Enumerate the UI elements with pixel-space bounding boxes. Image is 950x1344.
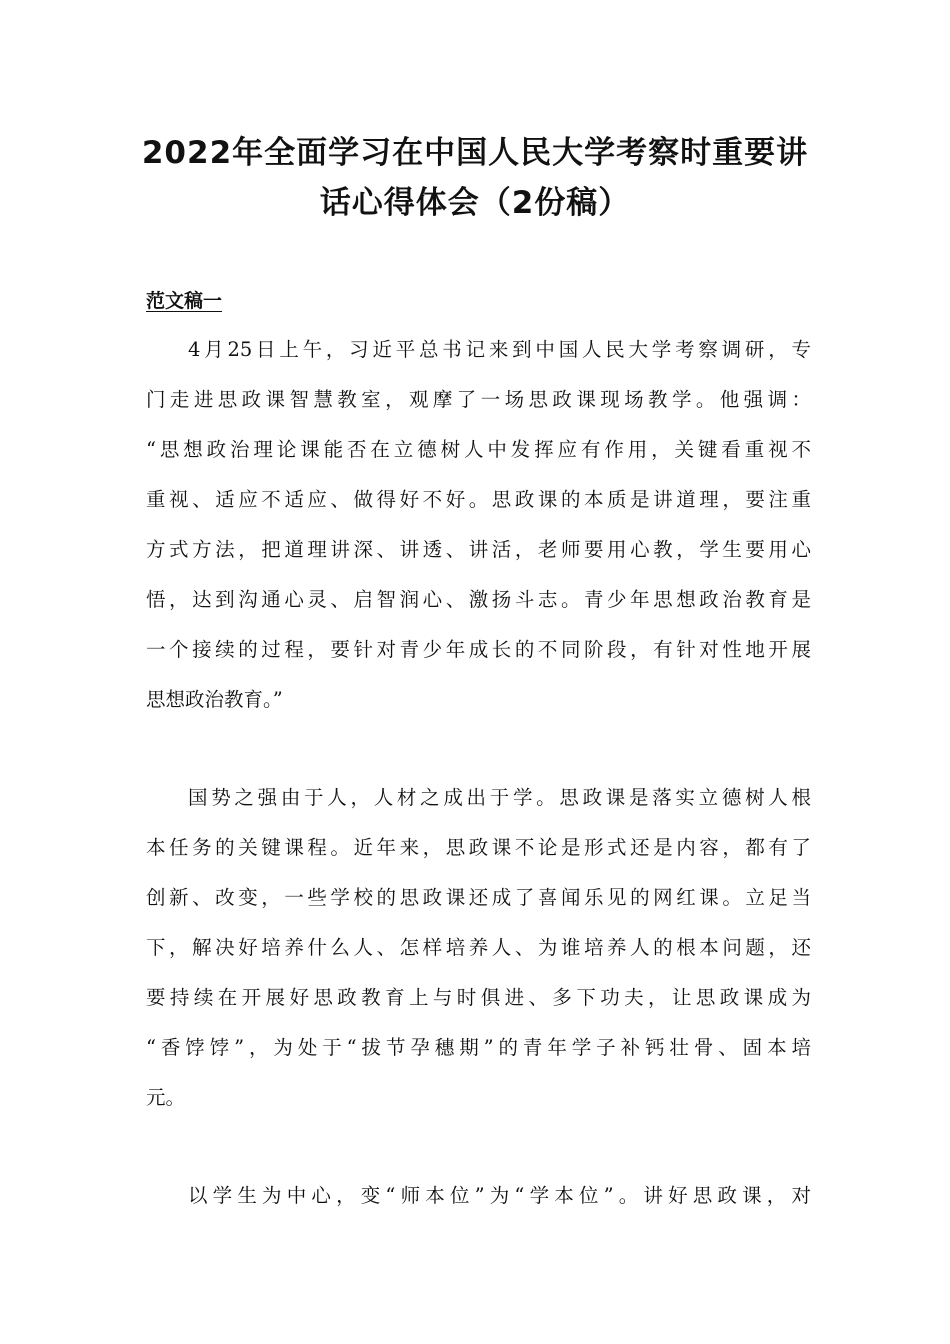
title-line-1: 2022年全面学习在中国人民大学考察时重要讲 — [141, 135, 809, 171]
paragraph-line: 本任务的关键课程。近年来，思政课不论是形式还是内容，都有了 — [146, 836, 811, 859]
paragraph-line: 一个接续的过程，要针对青少年成长的不同阶段，有针对性地开展 — [146, 638, 811, 661]
paragraph-line: 4月25日上午，习近平总书记来到中国人民大学考察调研，专 — [188, 338, 811, 361]
title-line-2: 话心得体会（2份稿） — [319, 185, 631, 221]
paragraph-line: 门走进思政课智慧教室，观摩了一场思政课现场教学。他强调： — [146, 388, 811, 411]
paragraph-line: 悟，达到沟通心灵、启智润心、激扬斗志。青少年思想政治教育是 — [146, 588, 811, 611]
paragraph-line: 要持续在开展好思政教育上与时俱进、多下功夫，让思政课成为 — [146, 986, 811, 1009]
paragraph-line: 思想政治教育。” — [146, 688, 283, 711]
paragraph-line: “香饽饽”，为处于“拔节孕穗期”的青年学子补钙壮骨、固本培 — [146, 1036, 811, 1059]
paragraph-line: 重视、适应不适应、做得好不好。思政课的本质是讲道理，要注重 — [146, 488, 811, 511]
paragraph-1 — [146, 325, 811, 725]
document-title — [120, 128, 830, 228]
paragraph-2 — [146, 773, 811, 1123]
paragraph-3 — [146, 1171, 811, 1221]
paragraph-line: 元。 — [146, 1086, 186, 1109]
section-heading: 范文稿一 — [146, 290, 223, 312]
paragraph-line: 以学生为中心，变“师本位”为“学本位”。讲好思政课，对 — [188, 1184, 811, 1207]
paragraph-line: “思想政治理论课能否在立德树人中发挥应有作用，关键看重视不 — [146, 438, 811, 461]
paragraph-line: 下，解决好培养什么人、怎样培养人、为谁培养人的根本问题，还 — [146, 936, 811, 959]
paragraph-line: 方式方法，把道理讲深、讲透、讲活，老师要用心教，学生要用心 — [146, 538, 811, 561]
paragraph-line: 创新、改变，一些学校的思政课还成了喜闻乐见的网红课。立足当 — [146, 886, 811, 909]
paragraph-line: 国势之强由于人，人材之成出于学。思政课是落实立德树人根 — [188, 786, 811, 809]
